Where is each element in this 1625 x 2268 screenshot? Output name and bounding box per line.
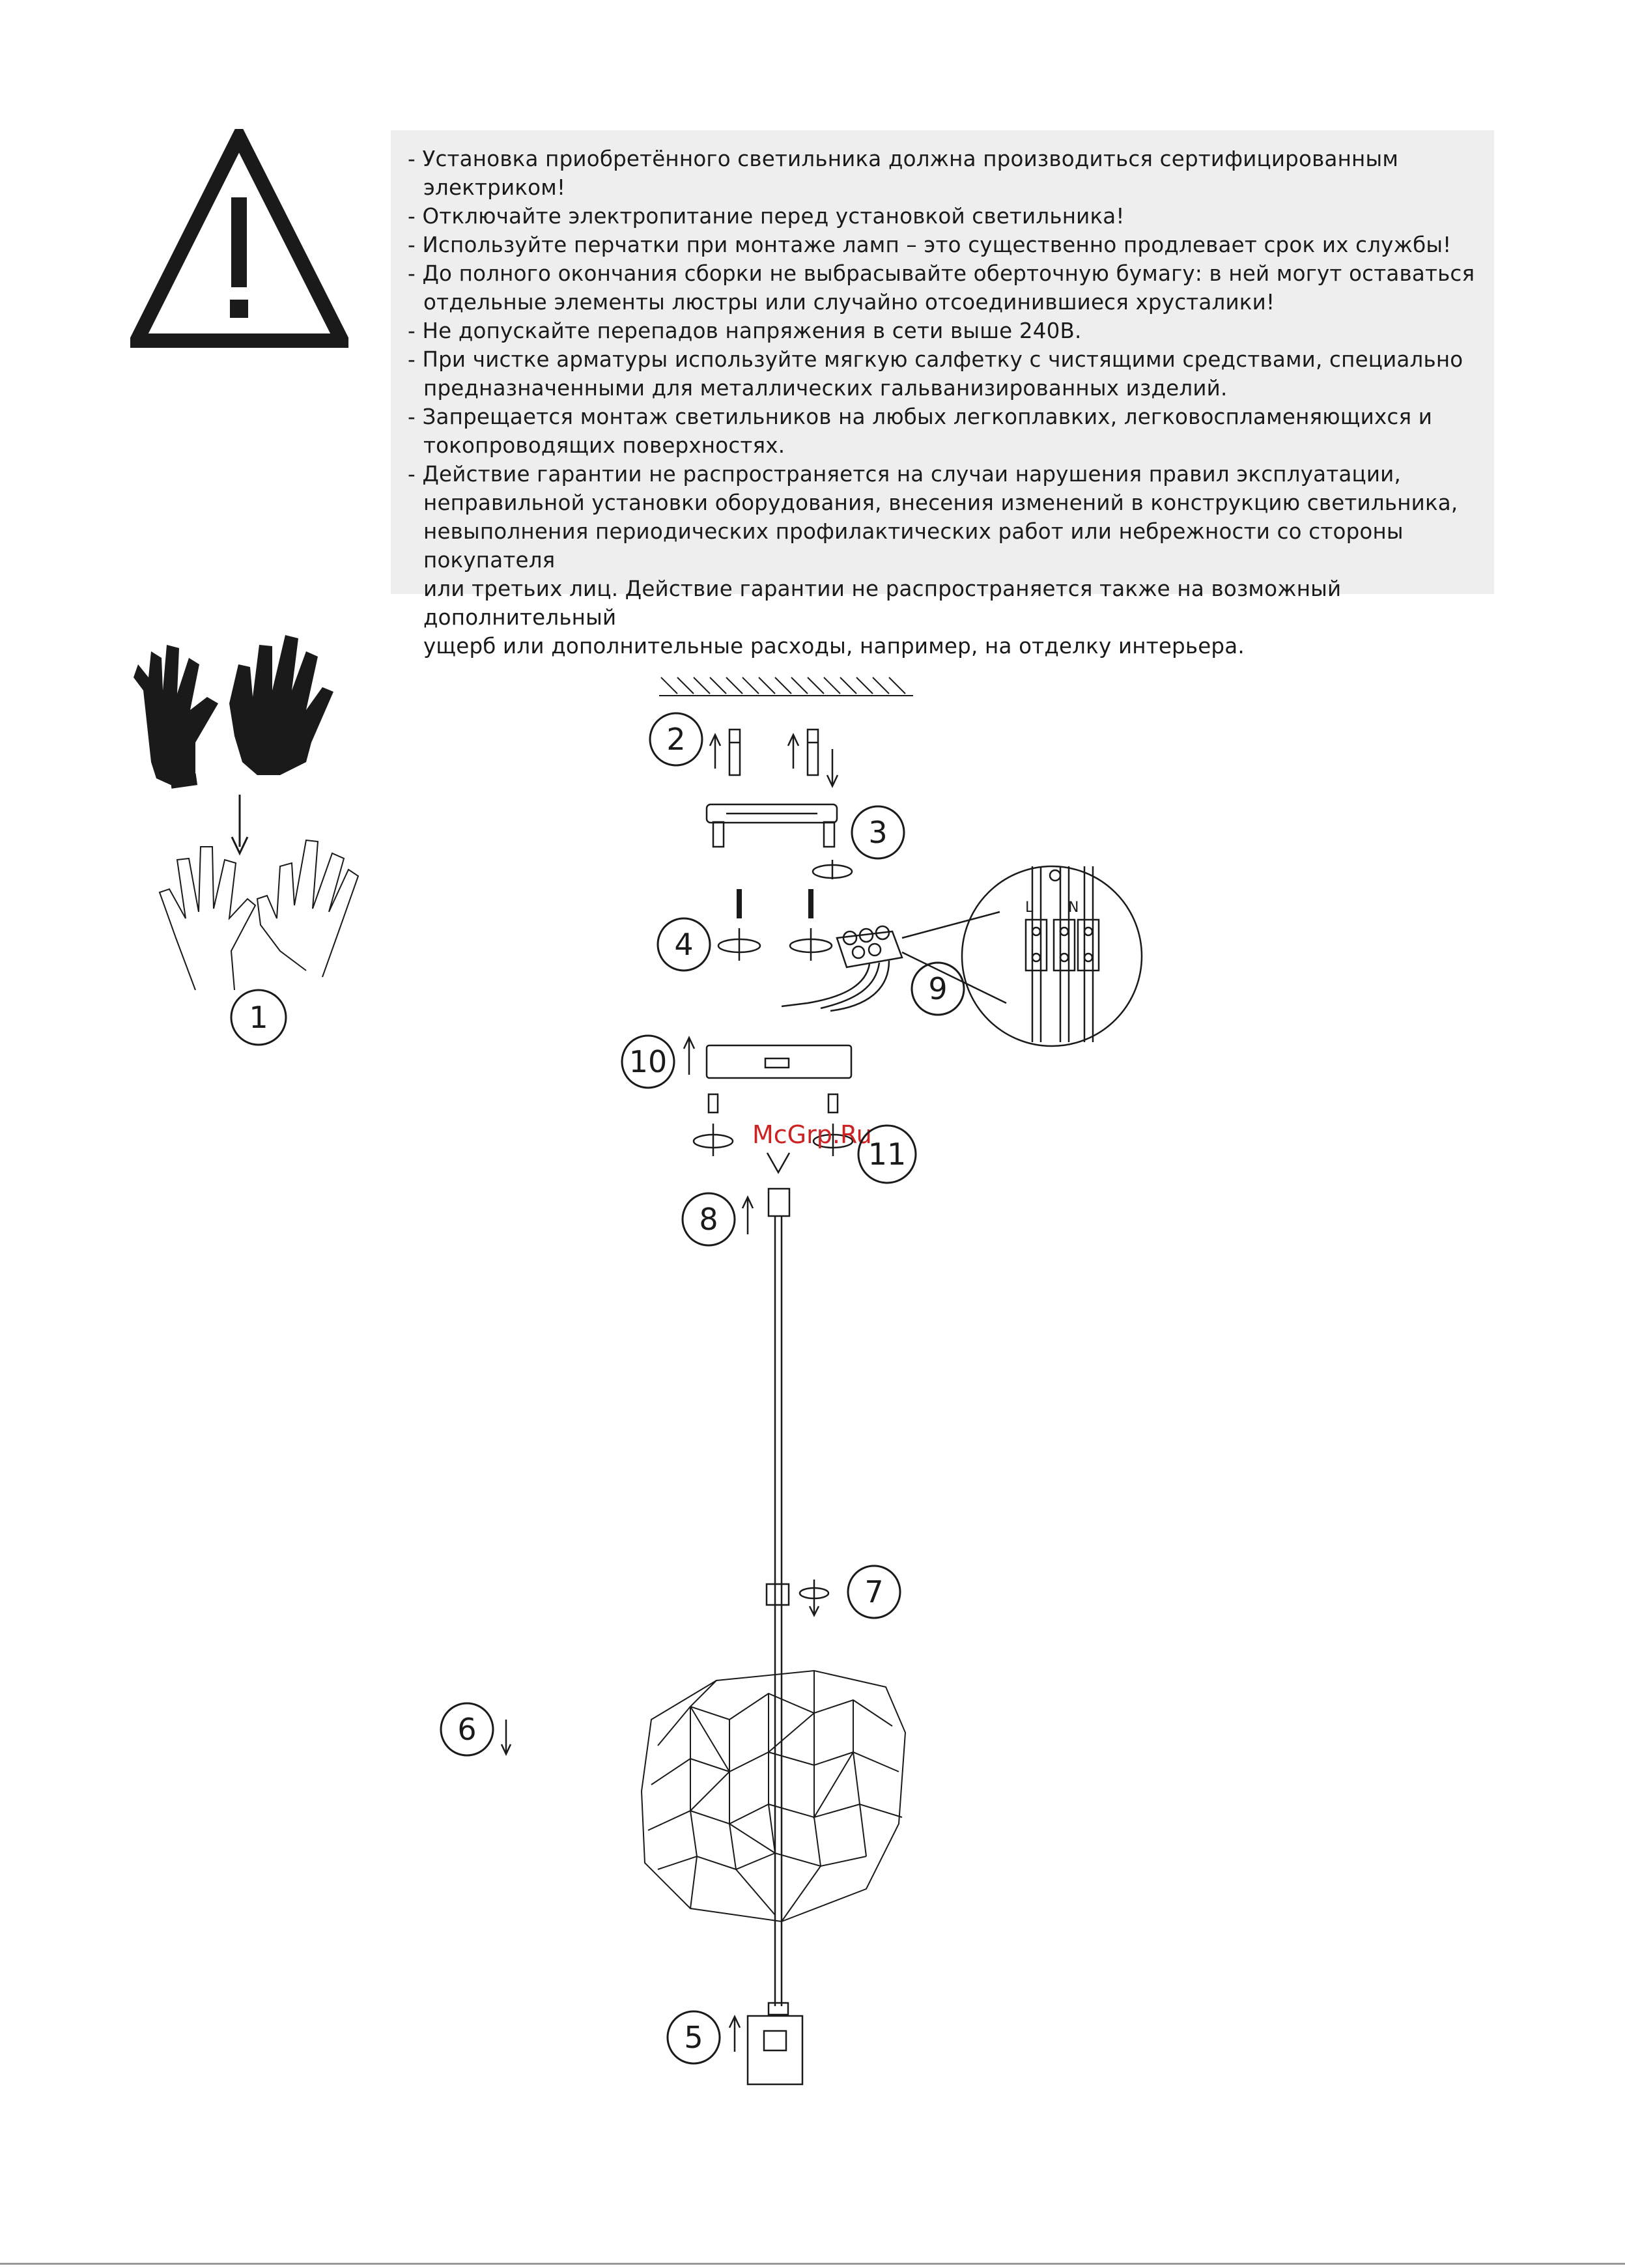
gloves-icon <box>134 635 333 789</box>
warning-item: - При чистке арматуры используйте мягкую салфетку с чистящими средствами, специально предназначенными для металлических гальванизированных изделий. <box>408 345 1477 403</box>
callout-label-9: 9 <box>928 971 948 1006</box>
geometric-shade <box>642 1671 905 1921</box>
callout-label-6: 6 <box>457 1712 477 1747</box>
live-terminal-label: L <box>1025 900 1034 916</box>
callout-label-10: 10 <box>629 1044 668 1079</box>
callout-label-2: 2 <box>666 722 686 757</box>
page-bottom-rule <box>0 2263 1625 2265</box>
warning-item: - Не допускайте перепадов напряжения в сети выше 240В. <box>408 317 1477 345</box>
callout-label-3: 3 <box>868 815 888 850</box>
down-arrow-icon <box>232 795 247 853</box>
screw-icon <box>718 889 832 961</box>
warning-item: - Используйте перчатки при монтаже ламп – это существенно продлевает срок их службы! <box>408 231 1477 259</box>
warning-item: - До полного окончания сборки не выбрасывайте оберточную бумагу: в ней могут оставаться отдельные элементы люстры или случайно отсоединившиеся хрусталики! <box>408 259 1477 317</box>
callout-label-5: 5 <box>684 2020 703 2055</box>
neutral-terminal-label: N <box>1068 900 1079 916</box>
callout-label-1: 1 <box>249 1000 268 1035</box>
terminal-block-icon <box>782 926 902 1011</box>
lamp-holder-icon <box>729 2003 802 2084</box>
callout-label-11: 11 <box>868 1137 907 1172</box>
terminal-zoom-detail <box>902 866 1142 1046</box>
ceiling-hatch <box>659 677 913 696</box>
bare-hands-icon <box>160 840 358 990</box>
canopy-icon <box>684 1038 851 1078</box>
callout-label-4: 4 <box>674 927 694 962</box>
warning-item: - Запрещается монтаж светильников на любых легкоплавких, легковоспламеняющихся и токопроводящих поверхностях. <box>408 403 1477 460</box>
wall-plug-icon <box>710 730 838 786</box>
warning-item: - Отключайте электропитание перед установкой светильника! <box>408 202 1477 231</box>
down-arrow-icon <box>502 1720 511 1754</box>
callout-label-7: 7 <box>864 1574 884 1609</box>
warning-item: - Установка приобретённого светильника должна производиться сертифицированным электриком! <box>408 145 1477 202</box>
suspension-cable <box>775 1216 782 2006</box>
watermark: McGrp.Ru <box>752 1120 872 1149</box>
callout-label-8: 8 <box>699 1202 718 1237</box>
warning-item: - Действие гарантии не распространяется на случаи нарушения правил эксплуатации, неправильной установки оборудования, внесения изменений в конструкцию светильника, невыполнения периодических профилактических работ или небрежности со стороны покупателя или третьих лиц. Действие гарантии не распространяется также на возможный дополнительный ущерб или дополнительные расходы, например, на отделку интерьера. <box>408 460 1477 660</box>
mounting-bracket-icon <box>707 804 852 879</box>
